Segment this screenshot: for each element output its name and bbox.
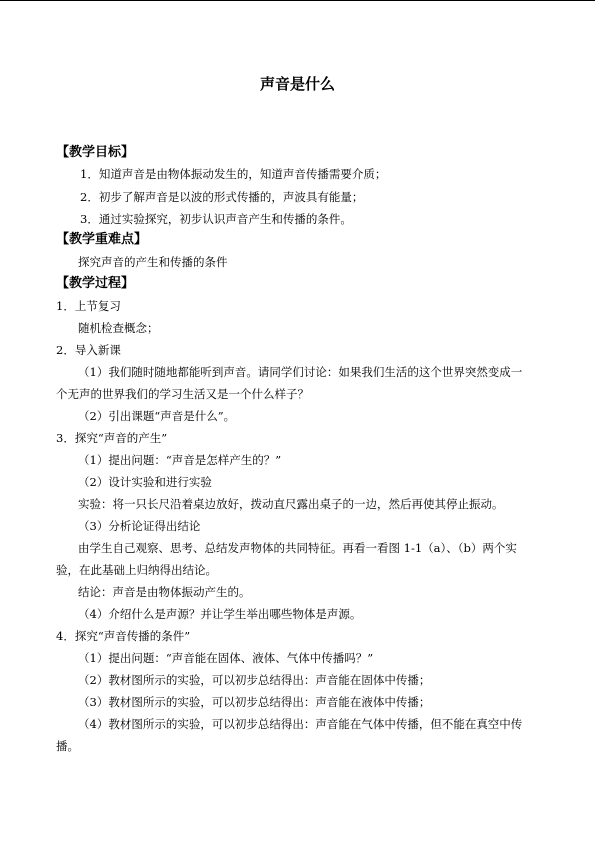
process-line: （2）引出课题“声音是什么”。 <box>78 409 236 423</box>
process-step-heading: 1．上节复习 <box>56 299 121 313</box>
process-step-heading: 2．导入新课 <box>56 343 121 357</box>
keypoints-text: 探究声音的产生和传播的条件 <box>78 255 228 269</box>
objective-item: 3．通过实验探究，初步认识声音产生和传播的条件。 <box>80 212 352 226</box>
process-line: 由学生自己观察、思考、总结发声物体的共同特征。再看一看图 1-1（a）、（b）两个实 <box>78 541 517 555</box>
process-step-heading: 4．探究“声音传播的条件” <box>56 629 191 643</box>
process-line: 验，在此基础上归纳得出结论。 <box>56 563 217 577</box>
process-line: 播。 <box>56 739 79 753</box>
process-line: 个无声的世界我们的学习生活又是一个什么样子？ <box>56 387 309 401</box>
section-heading-objectives: 【教学目标】 <box>56 145 135 160</box>
process-line: （3）教材图所示的实验，可以初步总结得出：声音能在液体中传播； <box>78 695 431 709</box>
process-line: 实验：将一只长尺沿着桌边放好，拨动直尺露出桌子的一边，然后再使其停止振动。 <box>78 497 504 511</box>
process-line: （1）提出问题：“声音能在固体、液体、气体中传播吗？” <box>78 651 374 665</box>
process-line: （1）我们随时随地都能听到声音。请同学们讨论：如果我们生活的这个世界突然变成一 <box>78 365 523 379</box>
section-heading-process: 【教学过程】 <box>56 276 135 291</box>
process-line: 结论：声音是由物体振动产生的。 <box>78 585 251 599</box>
process-line: （2）教材图所示的实验，可以初步总结得出：声音能在固体中传播； <box>78 673 431 687</box>
top-border-line <box>0 0 595 1</box>
process-line: （4）教材图所示的实验，可以初步总结得出：声音能在气体中传播，但不能在真空中传 <box>78 717 523 731</box>
section-heading-keypoints: 【教学重难点】 <box>56 232 148 247</box>
objective-item: 2．初步了解声音是以波的形式传播的，声波具有能量； <box>80 190 364 204</box>
process-line: （1）提出问题：“声音是怎样产生的？” <box>78 453 282 467</box>
process-line: （2）设计实验和进行实验 <box>78 475 212 489</box>
process-line: （4）介绍什么是声源？并让学生举出哪些物体是声源。 <box>78 607 362 621</box>
process-line: （3）分析论证得出结论 <box>78 519 201 533</box>
process-line: 随机检查概念； <box>78 321 159 335</box>
page-title: 声音是什么 <box>259 75 335 93</box>
objective-item: 1．知道声音是由物体振动发生的，知道声音传播需要介质； <box>80 167 387 181</box>
process-step-heading: 3．探究“声音的产生” <box>56 431 168 445</box>
